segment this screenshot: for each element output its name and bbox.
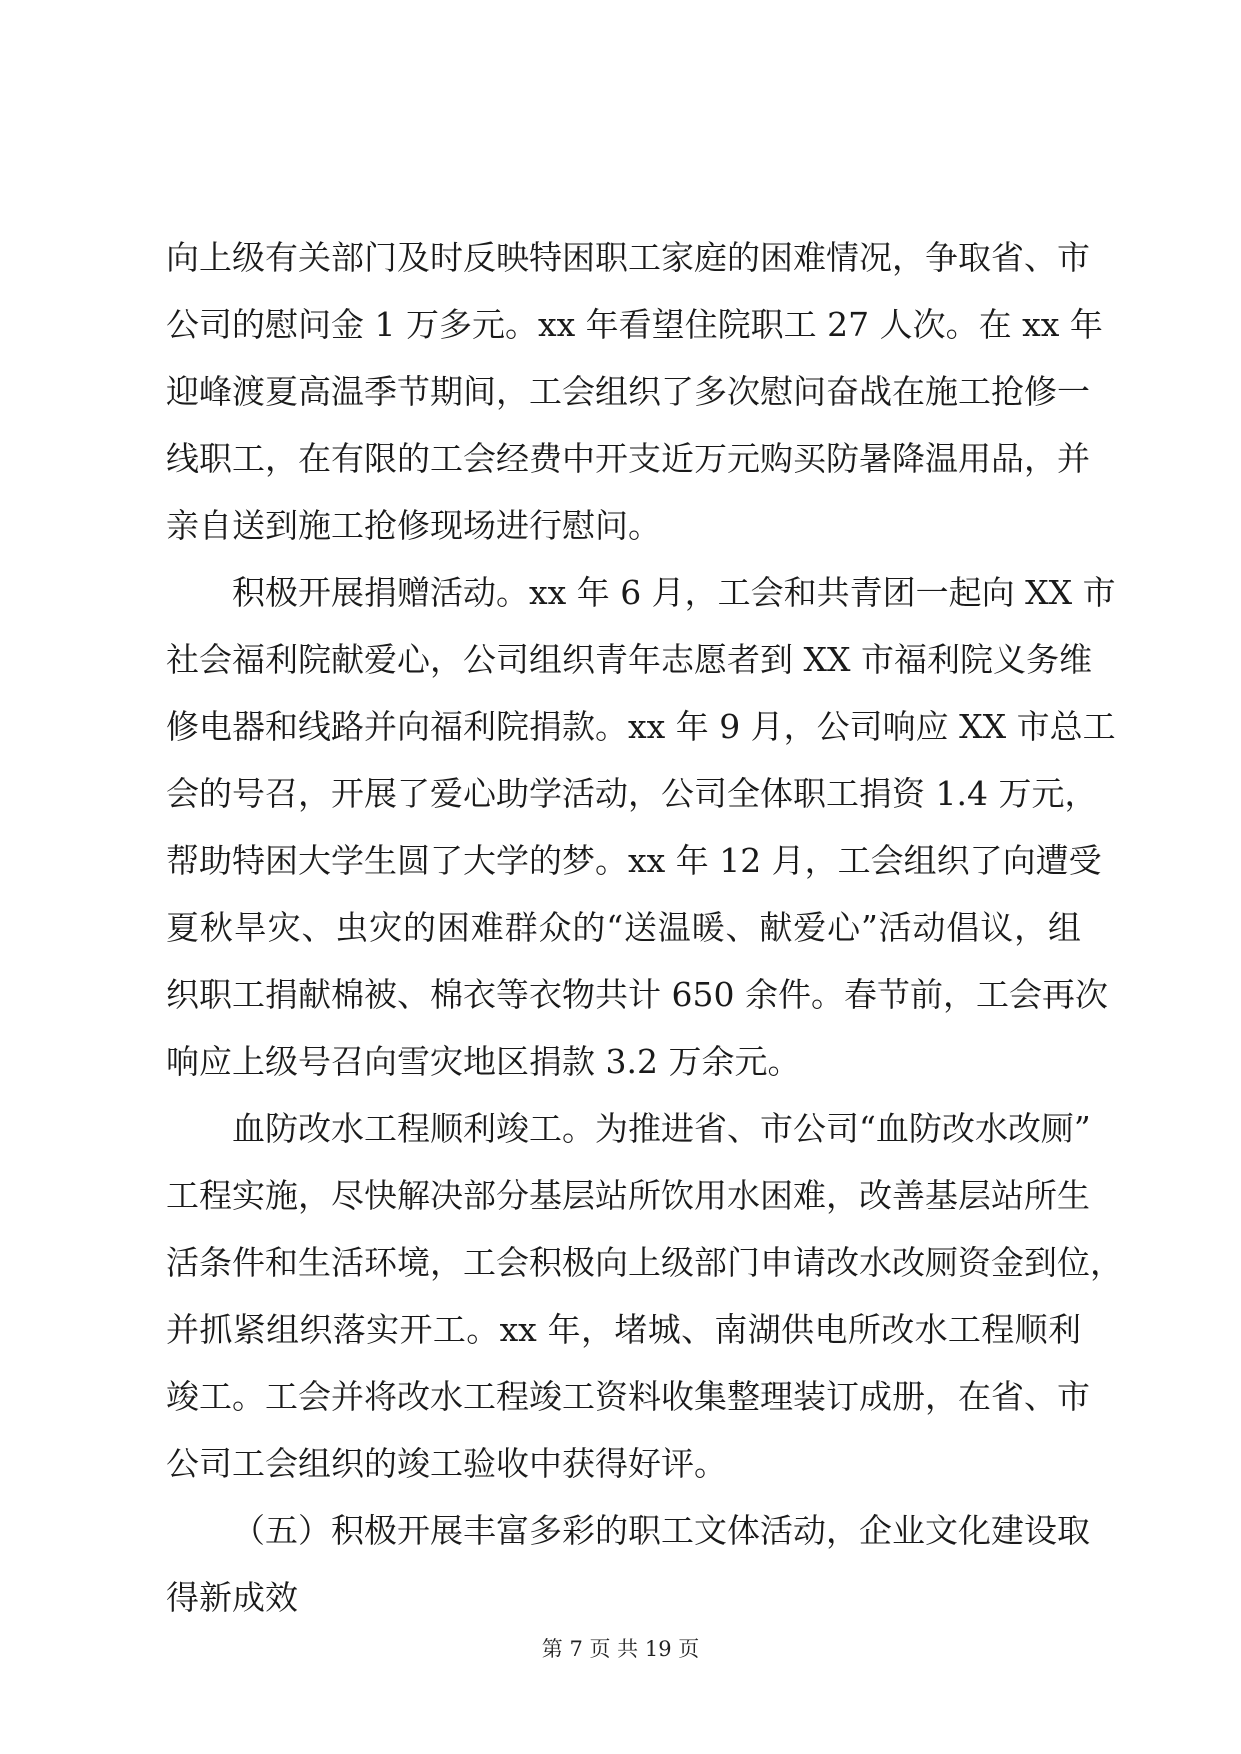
body-line: 线职工，在有限的工会经费中开支近万元购买防暑降温用品，并 <box>166 439 1090 478</box>
body-line: 夏秋旱灾、虫灾的困难群众的“送温暖、献爱心”活动倡议，组 <box>166 908 1081 947</box>
body-line: 亲自送到施工抢修现场进行慰问。 <box>166 506 661 545</box>
body-line: 血防改水工程顺利竣工。为推进省、市公司“血防改水改厕” <box>232 1109 1091 1148</box>
body-line: 迎峰渡夏高温季节期间，工会组织了多次慰问奋战在施工抢修一 <box>166 372 1090 411</box>
body-line: 社会福利院献爱心，公司组织青年志愿者到 XX 市福利院义务维 <box>166 640 1092 679</box>
body-line: 公司的慰问金 1 万多元。xx 年看望住院职工 27 人次。在 xx 年 <box>166 305 1103 344</box>
body-line: 积极开展捐赠活动。xx 年 6 月，工会和共青团一起向 XX 市 <box>232 573 1116 612</box>
body-line: 竣工。工会并将改水工程竣工资料收集整理装订成册，在省、市 <box>166 1377 1090 1416</box>
body-line: 向上级有关部门及时反映特困职工家庭的困难情况，争取省、市 <box>166 238 1090 277</box>
body-line: 会的号召，开展了爱心助学活动，公司全体职工捐资 1.4 万元， <box>166 774 1098 813</box>
body-line: 响应上级号召向雪灾地区捐款 3.2 万余元。 <box>166 1042 801 1081</box>
body-line: 帮助特困大学生圆了大学的梦。xx 年 12 月，工会组织了向遭受 <box>166 841 1102 880</box>
page-number-footer: 第 7 页 共 19 页 <box>541 1637 700 1661</box>
body-line: 活条件和生活环境，工会积极向上级部门申请改水改厕资金到位， <box>166 1243 1123 1282</box>
section-heading-line: 得新成效 <box>166 1578 298 1617</box>
body-line: 公司工会组织的竣工验收中获得好评。 <box>166 1444 727 1483</box>
body-line: 修电器和线路并向福利院捐款。xx 年 9 月，公司响应 XX 市总工 <box>166 707 1116 746</box>
body-line: 并抓紧组织落实开工。xx 年，堵城、南湖供电所改水工程顺利 <box>166 1310 1081 1349</box>
body-line: 织职工捐献棉被、棉衣等衣物共计 650 余件。春节前，工会再次 <box>166 975 1108 1014</box>
section-heading-line: （五）积极开展丰富多彩的职工文体活动，企业文化建设取 <box>232 1511 1090 1550</box>
body-line: 工程实施，尽快解决部分基层站所饮用水困难，改善基层站所生 <box>166 1176 1090 1215</box>
